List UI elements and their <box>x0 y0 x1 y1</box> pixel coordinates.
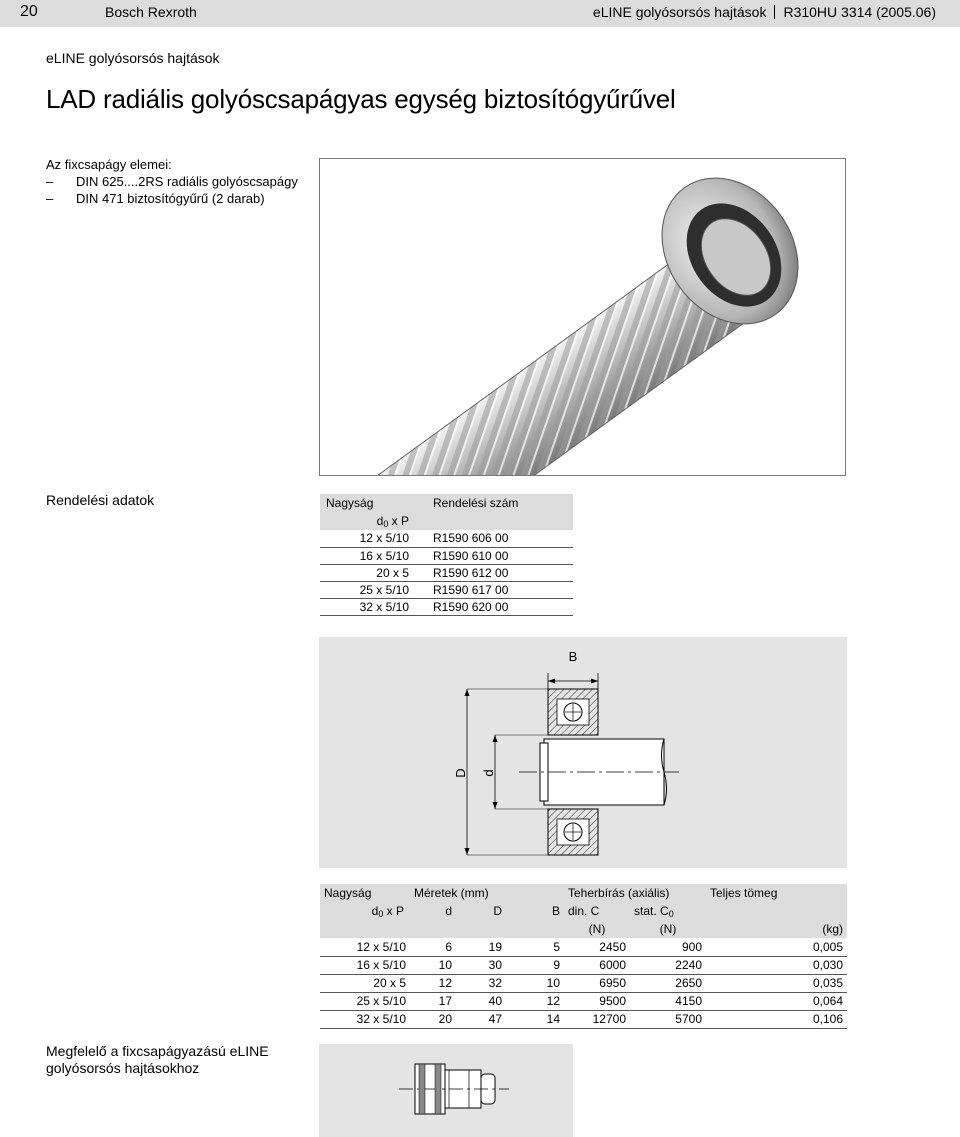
cell-static: 4150 <box>630 992 706 1010</box>
static-symbol: stat. C <box>634 903 669 918</box>
list-item <box>46 173 298 190</box>
cell-static: 900 <box>630 938 706 956</box>
column-subheader-D: D <box>456 902 506 920</box>
cell-D: 30 <box>456 956 506 974</box>
cell-order-number: R1590 617 00 <box>427 581 573 598</box>
cell-d: 20 <box>410 1010 456 1028</box>
brand-name: Bosch Rexroth <box>105 4 197 20</box>
ordering-section-label: Rendelési adatok <box>46 492 155 508</box>
list-item-text: DIN 625....2RS radiális golyóscsapágy <box>76 174 298 189</box>
cell-size: 25 x 5/10 <box>320 992 410 1010</box>
fixed-bearing-list <box>46 156 298 207</box>
static-subscript: 0 <box>668 908 674 919</box>
fixed-bearing-drawing <box>319 1044 573 1137</box>
label-d: d <box>481 769 496 777</box>
table-header-row <box>320 884 847 902</box>
cell-B: 14 <box>506 1010 564 1028</box>
size-subscript: 0 <box>378 908 384 919</box>
cell-static: 5700 <box>630 1010 706 1028</box>
page-header <box>0 0 960 27</box>
cell-d: 10 <box>410 956 456 974</box>
cell-mass: 0,005 <box>706 938 847 956</box>
page-number: 20 <box>20 3 38 20</box>
matching-note <box>46 1043 269 1077</box>
table-row <box>320 956 847 974</box>
size-suffix: x P <box>383 903 404 918</box>
fixed-bearing-intro: Az fixcsapágy elemei: <box>46 157 172 172</box>
cell-dynamic: 6000 <box>564 956 630 974</box>
unit-mass: (kg) <box>706 920 847 938</box>
list-dash: – <box>46 174 54 189</box>
product-photo <box>319 158 846 476</box>
cell-D: 32 <box>456 974 506 992</box>
units-empty <box>456 920 506 938</box>
cell-dynamic: 6950 <box>564 974 630 992</box>
size-symbol: d <box>376 513 384 528</box>
table-row <box>320 547 573 564</box>
matching-note-line2: golyósorsós hajtásokhoz <box>46 1060 200 1076</box>
table-header-row <box>320 494 573 512</box>
table-units-row <box>320 920 847 938</box>
cell-mass: 0,030 <box>706 956 847 974</box>
ball-screw-illustration <box>320 159 846 476</box>
technical-data-table <box>320 884 847 1029</box>
size-subscript: 0 <box>383 518 389 529</box>
column-subheader-size <box>320 512 427 530</box>
table-row <box>320 564 573 581</box>
cell-dynamic: 12700 <box>564 1010 630 1028</box>
column-header-order-number: Rendelési szám <box>427 494 573 512</box>
size-suffix: x P <box>388 513 409 528</box>
cell-size: 25 x 5/10 <box>320 581 427 598</box>
table-row <box>320 598 573 615</box>
column-subheader-B: B <box>506 902 564 920</box>
cell-order-number: R1590 610 00 <box>427 547 573 564</box>
cell-D: 19 <box>456 938 506 956</box>
column-subheader-empty <box>427 512 573 530</box>
document-id: R310HU 3314 (2005.06) <box>783 4 936 20</box>
cell-order-number: R1590 606 00 <box>427 530 573 547</box>
column-header-dimensions: Méretek (mm) <box>410 884 564 902</box>
matching-note-line1: Megfelelő a fixcsapágyazású eLINE <box>46 1043 269 1059</box>
table-subheader-row <box>320 512 573 530</box>
product-name: eLINE golyósorsós hajtások <box>592 4 767 20</box>
column-header-size: Nagyság <box>320 884 410 902</box>
label-D: D <box>453 768 468 778</box>
cell-d: 12 <box>410 974 456 992</box>
cell-B: 9 <box>506 956 564 974</box>
table-subheader-row <box>320 902 847 920</box>
ordering-table <box>320 494 573 616</box>
cell-order-number: R1590 620 00 <box>427 598 573 615</box>
cell-D: 47 <box>456 1010 506 1028</box>
cell-mass: 0,106 <box>706 1010 847 1028</box>
table-row <box>320 1010 847 1028</box>
header-right <box>593 4 936 20</box>
units-empty <box>320 920 410 938</box>
list-dash: – <box>46 191 54 206</box>
list-item-text: DIN 471 biztosítógyűrű (2 darab) <box>76 191 265 206</box>
column-subheader-size <box>320 902 410 920</box>
unit-static: (N) <box>630 920 706 938</box>
table-row <box>320 581 573 598</box>
table-row <box>320 530 573 547</box>
ball-screw-end-drawing <box>319 1044 573 1137</box>
technical-drawing <box>319 637 847 868</box>
column-header-mass: Teljes tömeg <box>706 884 847 902</box>
label-B: B <box>568 649 578 664</box>
column-subheader-d: d <box>410 902 456 920</box>
cell-d: 17 <box>410 992 456 1010</box>
cell-D: 40 <box>456 992 506 1010</box>
cell-size: 20 x 5 <box>320 974 410 992</box>
column-subheader-static <box>630 902 706 920</box>
units-empty <box>410 920 456 938</box>
cell-dynamic: 9500 <box>564 992 630 1010</box>
cell-mass: 0,035 <box>706 974 847 992</box>
table-row <box>320 974 847 992</box>
size-symbol: d <box>371 903 379 918</box>
cell-size: 32 x 5/10 <box>320 1010 410 1028</box>
cell-size: 32 x 5/10 <box>320 598 427 615</box>
unit-dynamic: (N) <box>564 920 630 938</box>
cell-static: 2650 <box>630 974 706 992</box>
units-empty <box>506 920 564 938</box>
cell-static: 2240 <box>630 956 706 974</box>
column-header-load: Teherbírás (axiális) <box>564 884 706 902</box>
cell-order-number: R1590 612 00 <box>427 564 573 581</box>
table-row <box>320 992 847 1010</box>
bearing-section-drawing <box>319 637 847 868</box>
cell-size: 12 x 5/10 <box>320 938 410 956</box>
cell-size: 20 x 5 <box>320 564 427 581</box>
table-row <box>320 938 847 956</box>
cell-B: 5 <box>506 938 564 956</box>
section-kicker: eLINE golyósorsós hajtások <box>46 50 220 66</box>
cell-mass: 0,064 <box>706 992 847 1010</box>
column-subheader-mass-empty <box>706 902 847 920</box>
cell-B: 10 <box>506 974 564 992</box>
cell-size: 16 x 5/10 <box>320 547 427 564</box>
cell-dynamic: 2450 <box>564 938 630 956</box>
cell-d: 6 <box>410 938 456 956</box>
column-subheader-dynamic: din. C <box>564 902 630 920</box>
cell-size: 16 x 5/10 <box>320 956 410 974</box>
header-separator <box>774 5 775 19</box>
column-header-size: Nagyság <box>320 494 427 512</box>
list-item <box>46 190 298 207</box>
page-title: LAD radiális golyóscsapágyas egység biztosítógyűrűvel <box>46 84 676 114</box>
cell-size: 12 x 5/10 <box>320 530 427 547</box>
cell-B: 12 <box>506 992 564 1010</box>
